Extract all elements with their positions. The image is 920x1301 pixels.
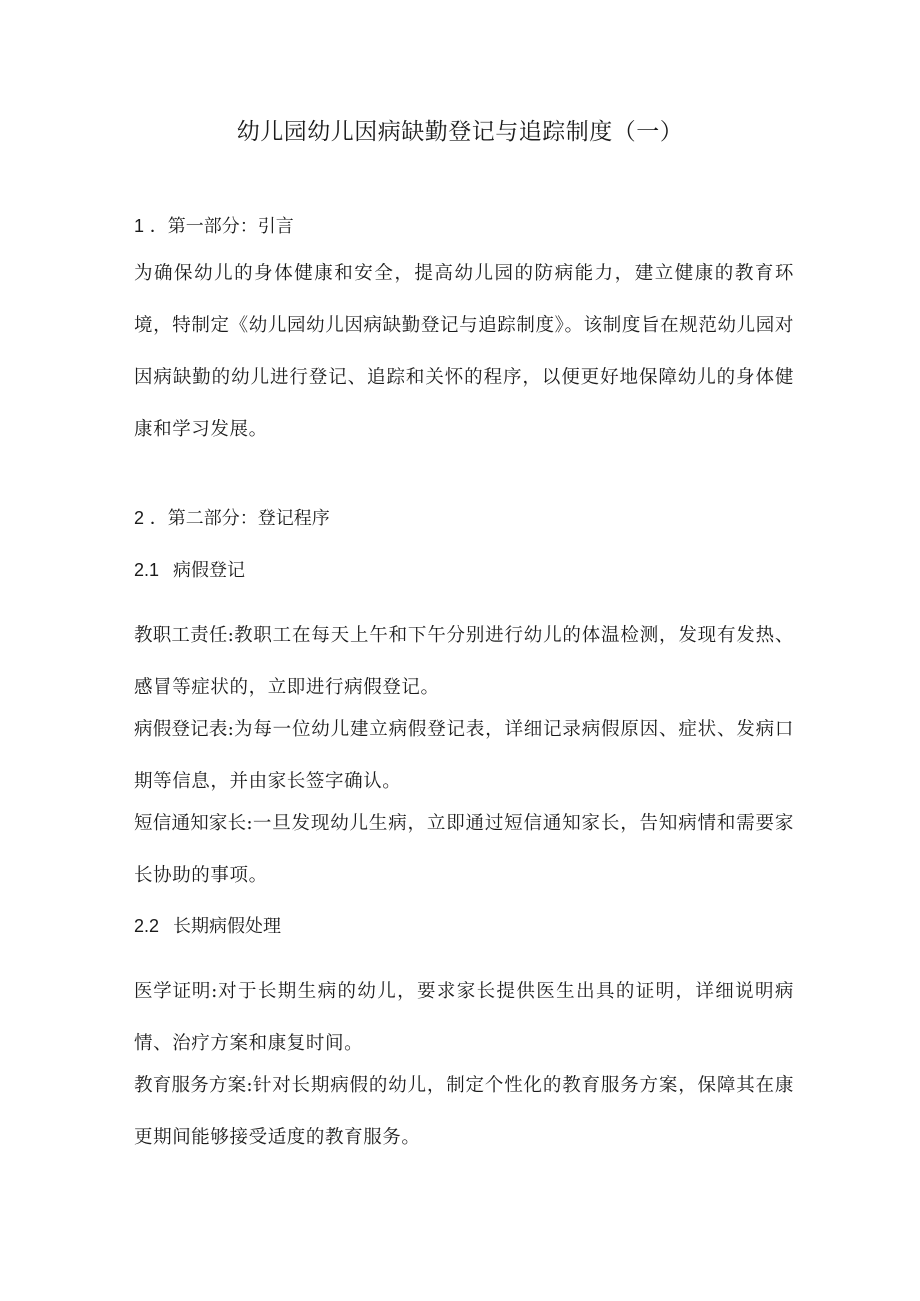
section-2-heading xyxy=(134,505,794,532)
subsection-2-2-number: 2.2 xyxy=(134,916,160,936)
subsection-2-1-title: 病假登记 xyxy=(173,560,246,581)
subsection-2-1-number: 2.1 xyxy=(134,560,160,580)
list-item-sick-leave-form xyxy=(134,704,794,808)
section-2-number: 2 xyxy=(134,508,145,528)
item-term: 病假登记表: xyxy=(134,719,234,740)
item-text: 对于长期生病的幼儿，要求家长提供医生出具的证明，详细说明病情、治疗方案和康复时间。 xyxy=(134,981,795,1054)
list-item-education-plan xyxy=(134,1060,794,1164)
section-1-title: ．第一部分：引言 xyxy=(149,216,294,237)
list-item-staff-duty xyxy=(134,610,794,714)
subsection-2-2-heading xyxy=(134,913,794,940)
section-2-title: ．第二部分：登记程序 xyxy=(149,508,330,529)
section-1-number: 1 xyxy=(134,216,145,236)
item-term: 教育服务方案: xyxy=(134,1075,253,1096)
section-1-heading xyxy=(134,213,794,240)
section-1-paragraph: 为确保幼儿的身体健康和安全，提高幼儿园的防病能力，建立健康的教育环境，特制定《幼儿园幼儿因病缺勤登记与追踪制度》。该制度旨在规范幼儿园对因病缺勤的幼儿进行登记、追踪和关怀的程序，以便更好地保障幼儿的身体健康和学习发展。 xyxy=(134,263,794,440)
item-text: 为每一位幼儿建立病假登记表，详细记录病假原因、症状、发病口期等信息，并由家长签字确认。 xyxy=(134,719,795,792)
item-text: 教职工在每天上午和下午分别进行幼儿的体温检测，发现有发热、感冒等症状的，立即进行病假登记。 xyxy=(134,625,795,698)
item-term: 短信通知家长: xyxy=(134,813,253,834)
document-title: 幼儿园幼儿因病缺勤登记与追踪制度（一） xyxy=(236,119,684,145)
subsection-2-2-title: 长期病假处理 xyxy=(173,916,282,937)
item-text: 一旦发现幼儿生病，立即通过短信通知家长，告知病情和需要家长协助的事项。 xyxy=(134,813,794,886)
item-text: 针对长期病假的幼儿，制定个性化的教育服务方案，保障其在康更期间能够接受适度的教育服务。 xyxy=(134,1075,794,1148)
subsection-2-1-heading xyxy=(134,557,794,584)
list-item-sms-notice xyxy=(134,798,794,902)
list-item-medical-proof xyxy=(134,966,794,1070)
item-term: 教职工责任: xyxy=(134,625,234,646)
item-term: 医学证明: xyxy=(134,981,218,1002)
